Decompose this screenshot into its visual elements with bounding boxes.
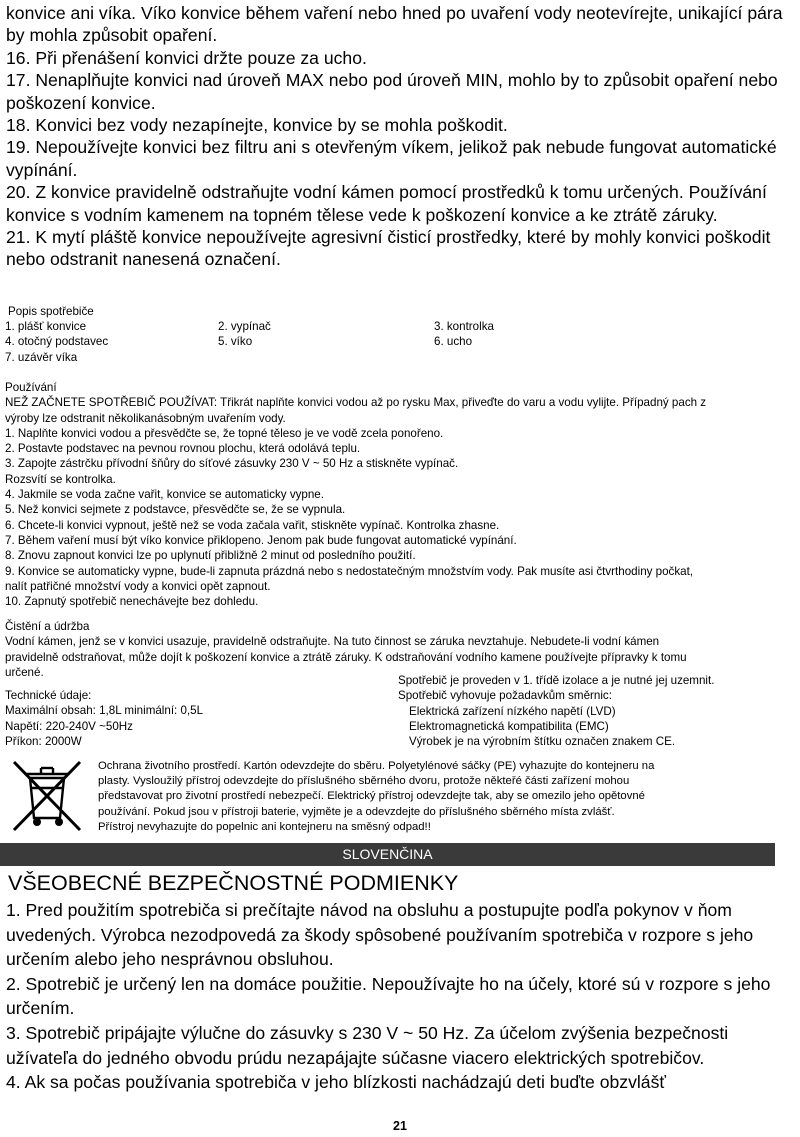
intro-paragraph: 19. Nepoužívejte konvici bez filtru ani s otevřeným víkem, jelikož pak nebude fungovat automatické vypínání. (6, 137, 777, 180)
part-item: 3. kontrolka (434, 320, 494, 333)
usage-section (5, 380, 800, 609)
compliance-line: Spotřebič vyhovuje požadavkům směrnic: (398, 689, 612, 703)
usage-line: 7. Během vaření musí být víko konvice přiklopeno. Jenom pak bude fungovat automatické vypínání. (5, 533, 517, 547)
environment-line: představovat pro životní prostředí nebezpečí. Elektrický přístroj odevzdejte tak, aby se omezilo jeho opětovné (98, 790, 645, 803)
intro-paragraph: 21. K mytí pláště konvice nepoužívejte agresivní čisticí prostředky, které by mohly konvici poškodit nebo odstranit nanesená označení. (6, 227, 771, 270)
intro-paragraph: 16. Při přenášení konvici držte pouze za ucho. (6, 47, 367, 68)
usage-line: 10. Zapnutý spotřebič nenechávejte bez dohledu. (5, 595, 259, 609)
environment-line: Přístroj nevyhazujte do popelnic ani kontejneru na směsný odpad!! (98, 820, 431, 833)
usage-line: NEŽ ZAČNETE SPOTŘEBIČ POUŽÍVAT: Třikrát naplňte konvici vodou až po rysku Max, přiveďte do varu a vodu vylijte. Případný pach z (5, 396, 707, 410)
weee-crossed-bin-icon (8, 754, 86, 834)
environment-line: používání. Pokud jsou v přístroji baterie, vyjměte je a odevzdejte do příslušného sběrného místa zvlášť. (98, 805, 615, 818)
directive-item: Elektrická zařízení nízkého napětí (LVD) (409, 704, 616, 718)
cleaning-line: pravidelně odstraňovat, může dojít k poškození konvice a ztrátě záruky. K odstraňování vodního kamene používejte přípravky k tomu (5, 650, 687, 664)
usage-line: 5. Než konvici sejmete z podstavce, přesvědčte se, že se vypnula. (5, 503, 346, 517)
usage-line: 3. Zapojte zástrčku přívodní šňůry do síťové zásuvky 230 V ~ 50 Hz a stiskněte vypínač. (5, 457, 459, 471)
sk-paragraph: 2. Spotrebič je určený len na domáce použitie. Nepoužívajte ho na účely, ktoré sú v rozpore s jeho určením. (6, 973, 771, 1019)
part-item: 2. vypínač (218, 320, 271, 333)
environment-line: plasty. Vysloužilý přístroj odevzdejte do příslušného sběrného dvoru, protože někteřé části zařízení mohou (98, 775, 630, 788)
sk-paragraph: 3. Spotrebič pripájajte výlučne do zásuvky s 230 V ~ 50 Hz. Za účelom zvýšenia bezpečnosti užívateľa do jedného obvodu prúdu nezapájajte súčasne viacero elektrických spotrebičov. (6, 1022, 729, 1068)
language-bar: SLOVENČINA (0, 843, 775, 866)
cleaning-line: Vodní kámen, jenž se v konvici usazuje, pravidelně odstraňujte. Na tuto činnost se záruka nevztahuje. Nebudete-li vodní kámen (5, 635, 660, 649)
intro-block (6, 2, 796, 271)
intro-paragraph: 17. Nenaplňujte konvici nad úroveň MAX nebo pod úroveň MIN, mohlo by to způsobit opaření nebo poškození konvice. (6, 70, 778, 113)
part-item: 1. plášť konvice (5, 320, 87, 333)
part-item: 4. otočný podstavec (5, 335, 109, 349)
sk-paragraph: 4. Ak sa počas používania spotrebiča v jeho blízkosti nachádzajú deti buďte obzvlášť (6, 1072, 666, 1093)
usage-line: 4. Jakmile se voda začne vařit, konvice se automaticky vypne. (5, 488, 324, 502)
parts-list (5, 319, 525, 365)
usage-line: 1. Naplňte konvici vodou a přesvědčte se, že topné těleso je ve vodě zcela ponořeno. (5, 426, 444, 440)
sk-section-title: VŠEOBECNÉ BEZPEČNOSTNÉ PODMIENKY (8, 871, 459, 895)
environment-line: Ochrana životního prostředí. Kartón odevzdejte do sběru. Polyetylénové sáčky (PE) vyhazujte do kontejneru na (98, 760, 655, 772)
cleaning-title: Čistění a údržba (5, 620, 90, 633)
cleaning-section (5, 619, 800, 680)
sk-section-body (6, 898, 798, 1095)
intro-paragraph: konvice ani víka. Víko konvice během vaření nebo hned po uvaření vody neotevírejte, unikající pára by mohla způsobit opaření. (6, 3, 783, 46)
environment-section (98, 759, 798, 835)
usage-line: 9. Konvice se automaticky vypne, bude-li zapnuta prázdná nebo s nedostatečným množstvím vody. Pak musíte asi čtvrthodiny počkat, (5, 564, 694, 578)
specs-title: Technické údaje: (5, 689, 92, 702)
spec-line: Příkon: 2000W (5, 734, 82, 748)
usage-line: nalít patřičné množství vody a konvici opět zapnout. (5, 579, 271, 593)
part-item: 7. uzávěr víka (5, 350, 78, 364)
spec-line: Napětí: 220-240V ~50Hz (5, 719, 133, 733)
usage-line: 2. Postavte podstavec na pevnou rovnou plochu, která odolává teplu. (5, 442, 361, 456)
part-item: 5. víko (218, 335, 253, 349)
page-number: 21 (393, 1119, 407, 1133)
usage-line: výroby lze odstranit několikanásobným uvařením vody. (5, 411, 286, 425)
compliance-section (398, 673, 798, 749)
usage-line: 6. Chcete-li konvici vypnout, ještě než se voda začala vařit, stiskněte vypínač. Kontrolka zhasne. (5, 518, 500, 532)
intro-paragraph: 18. Konvici bez vody nezapínejte, konvice by se mohla poškodit. (6, 115, 508, 136)
directive-item: Výrobek je na výrobním štítku označen znakem CE. (409, 735, 676, 749)
part-item: 6. ucho (434, 335, 473, 349)
cleaning-line: určené. (5, 665, 44, 679)
sk-paragraph: 1. Pred použitím spotrebiča si prečítajte návod na obsluhu a postupujte podľa pokynov v ňom uvedených. Výrobca nezodpovedá za škody spôsobené používaním spotrebiča v rozpore s jeho určením alebo jeho nesprávnou obsluhou. (6, 900, 754, 970)
usage-line: 8. Znovu zapnout konvici lze po uplynutí přibližně 2 minut od posledního použití. (5, 549, 416, 563)
spec-line: Maximální obsah: 1,8L minimální: 0,5L (5, 704, 204, 718)
usage-line: Rozsvítí se kontrolka. (5, 472, 116, 486)
compliance-line: Spotřebič je proveden v 1. třídě izolace a je nutné jej uzemnit. (398, 674, 715, 687)
specs-section (5, 688, 365, 749)
intro-paragraph: 20. Z konvice pravidelně odstraňujte vodní kámen pomocí prostředků k tomu určených. Používání konvice s vodním kamenem na topném tělese vede k poškození konvice a ke ztrátě záruky. (6, 182, 767, 225)
parts-title: Popis spotřebiče (8, 305, 94, 318)
usage-title: Používání (5, 381, 57, 394)
directive-item: Elektromagnetická kompatibilita (EMC) (409, 719, 609, 733)
